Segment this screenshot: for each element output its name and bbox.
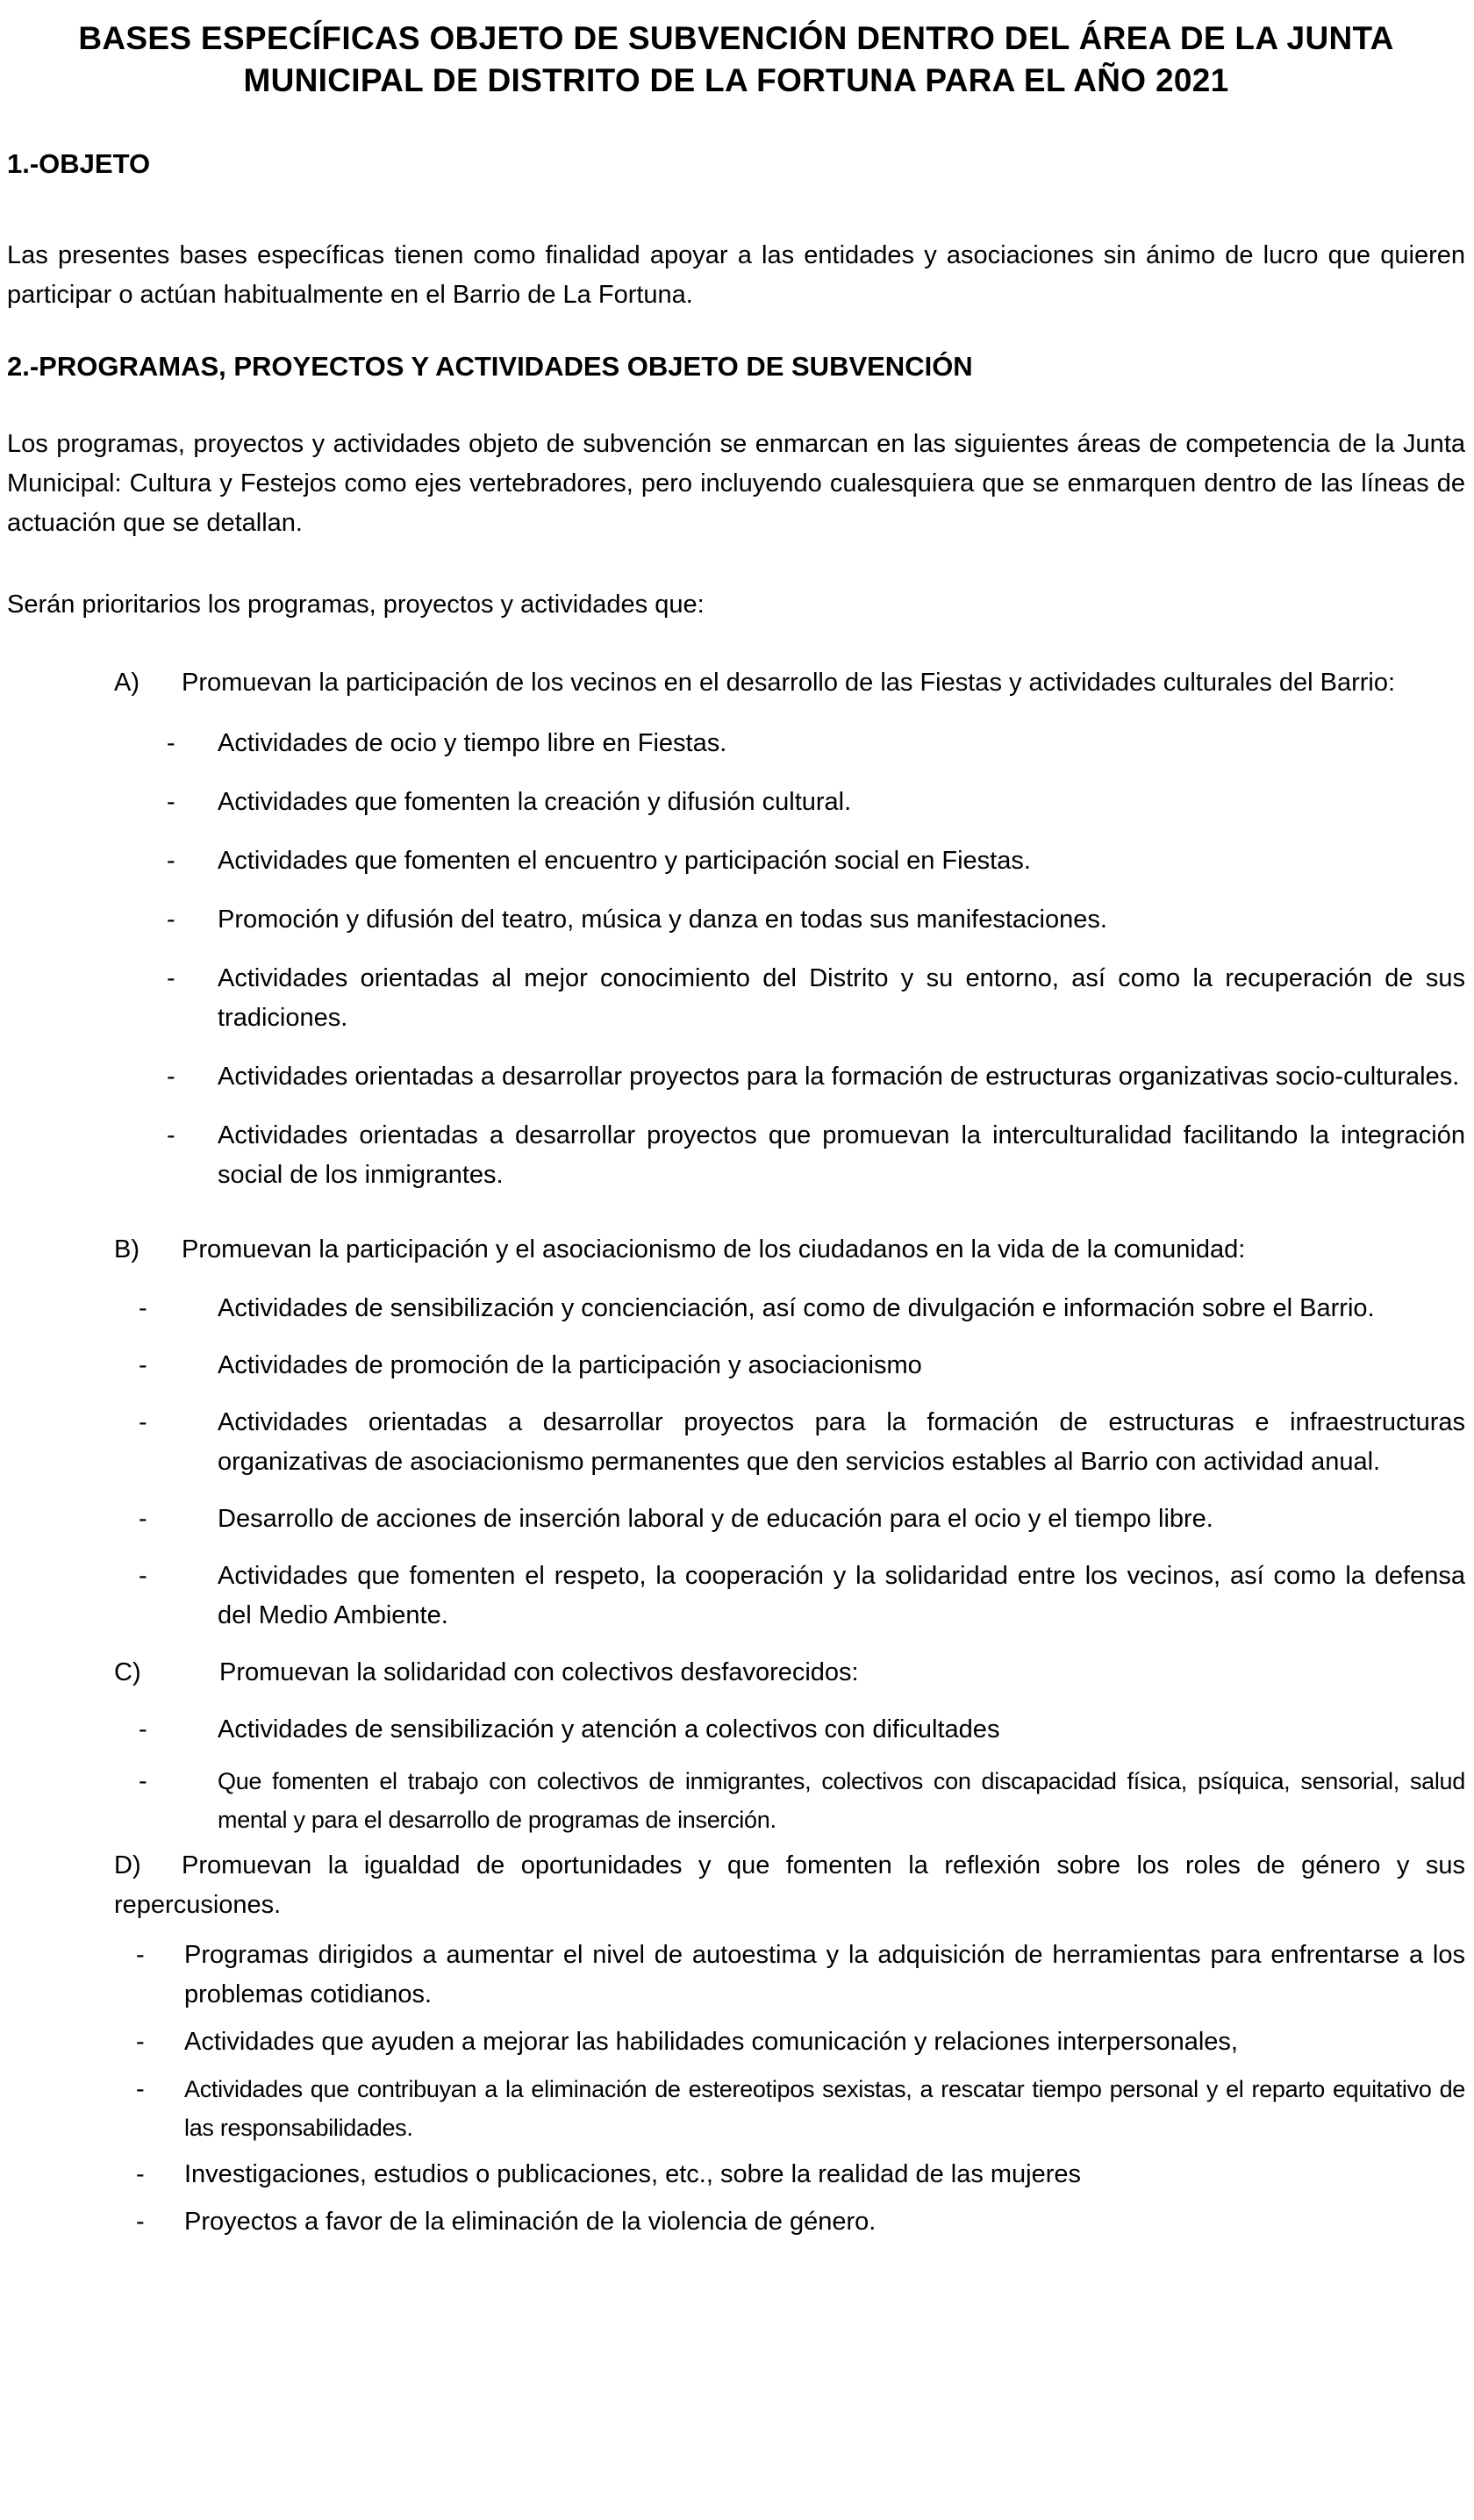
bullet-dash: - xyxy=(167,847,175,875)
bullet-dash: - xyxy=(136,2160,145,2188)
list-item-text: Actividades orientadas a desarrollar proyectos para la formación de estructuras organizativas socio-culturales. xyxy=(218,1063,1460,1091)
list-item xyxy=(7,1116,1465,1195)
list-item-text: Investigaciones, estudios o publicaciones, etc., sobre la realidad de las mujeres xyxy=(184,2160,1082,2188)
group-a-intro xyxy=(114,663,1465,703)
group-d-list xyxy=(7,1936,1465,2242)
bullet-dash: - xyxy=(167,1063,175,1091)
list-item xyxy=(7,1403,1465,1482)
list-item xyxy=(7,724,1465,763)
group-a-label: A) xyxy=(114,669,140,697)
list-item-text: Programas dirigidos a aumentar el nivel de autoestima y la adquisición de herramientas para enfrentarse a los problemas cotidianos. xyxy=(184,1941,1465,2008)
group-a-list xyxy=(7,724,1465,1195)
list-item-text: Actividades que ayuden a mejorar las habilidades comunicación y relaciones interpersonales, xyxy=(184,2028,1238,2056)
group-c-list xyxy=(7,1710,1465,1839)
list-item xyxy=(7,1057,1465,1097)
bullet-dash: - xyxy=(136,2075,145,2103)
list-item-text: Actividades que contribuyan a la eliminación de estereotipos sexistas, a rescatar tiempo personal y el reparto equitativo de las responsabilidades. xyxy=(184,2076,1465,2141)
bullet-dash: - xyxy=(167,906,175,934)
section-1-heading: 1.-OBJETO xyxy=(7,148,151,179)
list-item-text: Proyectos a favor de la eliminación de la violencia de género. xyxy=(184,2208,877,2236)
bullet-dash: - xyxy=(167,788,175,816)
list-item xyxy=(7,959,1465,1038)
list-item xyxy=(7,2022,1465,2062)
list-item-text: Actividades orientadas a desarrollar proyectos que promuevan la interculturalidad facilitando la integración social de los inmigrantes. xyxy=(218,1121,1465,1189)
bullet-dash: - xyxy=(136,2028,145,2056)
list-item xyxy=(7,1289,1465,1328)
section-2-heading: 2.-PROGRAMAS, PROYECTOS Y ACTIVIDADES OBJETO DE SUBVENCIÓN xyxy=(7,351,973,382)
group-a-intro-text: Promuevan la participación de los vecinos en el desarrollo de las Fiestas y actividades culturales del Barrio: xyxy=(182,669,1396,697)
list-item xyxy=(7,2202,1465,2242)
group-b-intro xyxy=(114,1230,1465,1270)
section-1-paragraph: Las presentes bases específicas tienen como finalidad apoyar a las entidades y asociaciones sin ánimo de lucro que quieren participar o actúan habitualmente en el Barrio de La Fortuna. xyxy=(7,241,1465,309)
list-item-text: Promoción y difusión del teatro, música y danza en todas sus manifestaciones. xyxy=(218,906,1107,934)
list-item xyxy=(7,1500,1465,1539)
bullet-dash: - xyxy=(139,1294,147,1322)
bullet-dash: - xyxy=(167,1121,175,1149)
list-item xyxy=(7,900,1465,940)
bullet-dash: - xyxy=(139,1351,147,1379)
list-item-text: Actividades que fomenten el respeto, la cooperación y la solidaridad entre los vecinos, así como la defensa del Medio Ambiente. xyxy=(218,1562,1465,1629)
section-2-paragraph-2: Serán prioritarios los programas, proyectos y actividades que: xyxy=(7,591,705,619)
list-item-text: Actividades orientadas al mejor conocimiento del Distrito y su entorno, así como la recuperación de sus tradiciones. xyxy=(218,964,1465,1032)
group-c-intro-text: Promuevan la solidaridad con colectivos desfavorecidos: xyxy=(219,1658,859,1686)
list-item xyxy=(7,1346,1465,1385)
list-item xyxy=(7,2155,1465,2194)
list-item-text: Desarrollo de acciones de inserción laboral y de educación para el ocio y el tiempo libre. xyxy=(218,1505,1213,1533)
list-item xyxy=(7,1557,1465,1636)
list-item-text: Actividades de promoción de la participación y asociacionismo xyxy=(218,1351,922,1379)
group-d-intro xyxy=(114,1846,1465,1925)
list-item-text: Actividades de sensibilización y concienciación, así como de divulgación e información sobre el Barrio. xyxy=(218,1294,1375,1322)
list-item xyxy=(7,841,1465,881)
list-item xyxy=(7,1762,1465,1839)
bullet-dash: - xyxy=(139,1562,147,1590)
group-b-intro-text: Promuevan la participación y el asociacionismo de los ciudadanos en la vida de la comunidad: xyxy=(182,1235,1246,1264)
bullet-dash: - xyxy=(139,1715,147,1743)
list-item-text: Actividades de sensibilización y atención a colectivos con dificultades xyxy=(218,1715,1000,1743)
group-d-intro-text: Promuevan la igualdad de oportunidades y que fomenten la reflexión sobre los roles de género y sus repercusiones. xyxy=(114,1851,1465,1919)
group-c-label: C) xyxy=(114,1658,141,1686)
group-b-label: B) xyxy=(114,1235,140,1264)
list-item-text: Actividades orientadas a desarrollar proyectos para la formación de estructuras e infraestructuras organizativas de asociacionismo permanentes que den servicios estables al Barrio con actividad anual. xyxy=(218,1408,1465,1476)
list-item xyxy=(7,2070,1465,2147)
group-c-intro xyxy=(114,1653,1465,1693)
list-item xyxy=(7,783,1465,822)
list-item-text: Actividades que fomenten la creación y difusión cultural. xyxy=(218,788,852,816)
list-item-text: Actividades de ocio y tiempo libre en Fiestas. xyxy=(218,729,727,757)
bullet-dash: - xyxy=(139,1408,147,1436)
section-2-paragraph-1: Los programas, proyectos y actividades objeto de subvención se enmarcan en las siguientes áreas de competencia de la Junta Municipal: Cultura y Festejos como ejes vertebradores, pero incluyendo cualesquiera que se enmarquen dentro de las líneas de actuación que se detallan. xyxy=(7,430,1465,537)
bullet-dash: - xyxy=(139,1505,147,1533)
bullet-dash: - xyxy=(136,1941,145,1969)
bullet-dash: - xyxy=(139,1767,147,1795)
group-d-label: D) xyxy=(114,1851,141,1879)
list-item-text: Actividades que fomenten el encuentro y participación social en Fiestas. xyxy=(218,847,1031,875)
group-b-list xyxy=(7,1289,1465,1636)
bullet-dash: - xyxy=(136,2208,145,2236)
bullet-dash: - xyxy=(167,729,175,757)
list-item xyxy=(7,1936,1465,2015)
bullet-dash: - xyxy=(167,964,175,992)
list-item-text: Que fomenten el trabajo con colectivos de inmigrantes, colectivos con discapacidad física, psíquica, sensorial, salud mental y para el desarrollo de programas de inserción. xyxy=(218,1768,1465,1833)
document-title: BASES ESPECÍFICAS OBJETO DE SUBVENCIÓN DENTRO DEL ÁREA DE LA JUNTA MUNICIPAL DE DISTRITO DE LA FORTUNA PARA EL AÑO 2021 xyxy=(78,20,1394,98)
list-item xyxy=(7,1710,1465,1750)
